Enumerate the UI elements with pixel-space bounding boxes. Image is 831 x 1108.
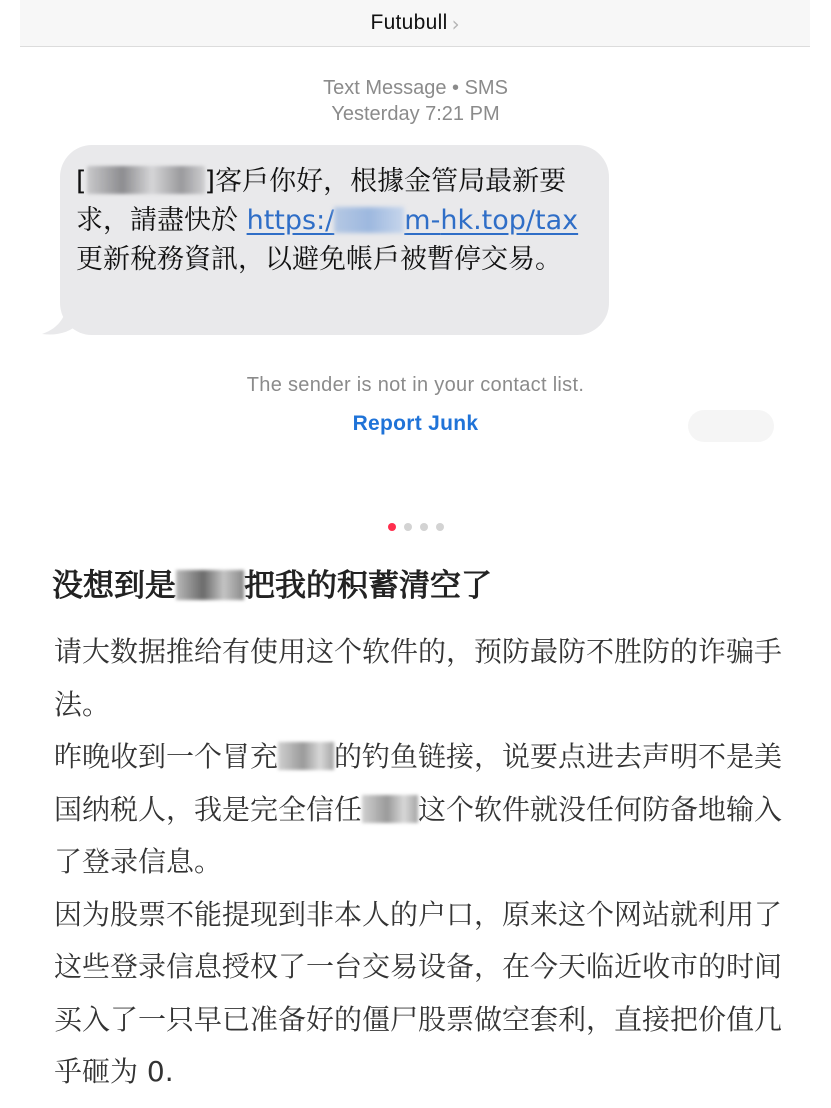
post-paragraph: 因为股票不能提现到非本人的户口，原来这个网站就利用了这些登录信息授权了一台交易设备，在今天临近收市的时间买入了一只早已准备好的僵尸股票做空套利，直接把价值几乎砸为 0. (54, 897, 783, 1088)
post-paragraph: 请大数据推给有使用这个软件的，预防最防不胜防的诈骗手法。 (54, 635, 783, 721)
unknown-sender-notice: The sender is not in your contact list. (246, 374, 585, 396)
post-body (54, 626, 784, 1099)
sms-screenshot (0, 0, 831, 505)
pagination-dot-1[interactable] (388, 523, 396, 531)
post-paragraph: 昨晚收到一个冒充 的钓鱼链接，说要点进去声明不是美国纳税人，我是完全信任 这个软件就没任何防备地输入了登录信息。 (54, 740, 783, 878)
redacted-brand (362, 795, 418, 823)
redacted-link-part (334, 207, 404, 233)
conversation-header[interactable] (20, 0, 810, 47)
redacted-brand (176, 570, 244, 600)
phishing-link[interactable]: https:/ m-hk.top/tax (246, 205, 579, 236)
redacted-brand (278, 742, 334, 770)
image-pagination (0, 523, 831, 537)
watermark-badge (688, 410, 774, 442)
message-type-label: Text Message • SMS (323, 77, 508, 99)
message-timestamp: Yesterday 7:21 PM (331, 103, 500, 125)
redacted-brand (87, 166, 205, 194)
chevron-right-icon: › (451, 11, 460, 36)
message-text-after-link: 更新稅務資訊，以避免帳戶被暫停交易。 (76, 244, 562, 275)
report-junk-link[interactable]: Report Junk (352, 412, 479, 435)
message-text-before-link: 客戶你好，根據金管局最新要求，請盡快於 (76, 166, 567, 236)
pagination-dot-4[interactable] (436, 523, 444, 531)
pagination-dot-3[interactable] (420, 523, 428, 531)
post-title: 没想到是 把我的积蓄清空了 (52, 568, 492, 604)
message-text: [ ]客戶你好，根據金管局最新要求，請盡快於 https:/ m-hk.top/tax 更新稅務資訊，以避免帳戶被暫停交易。 (76, 166, 579, 275)
sender-name: Futubull (370, 11, 448, 34)
pagination-dot-2[interactable] (404, 523, 412, 531)
bubble-tail (38, 296, 78, 336)
